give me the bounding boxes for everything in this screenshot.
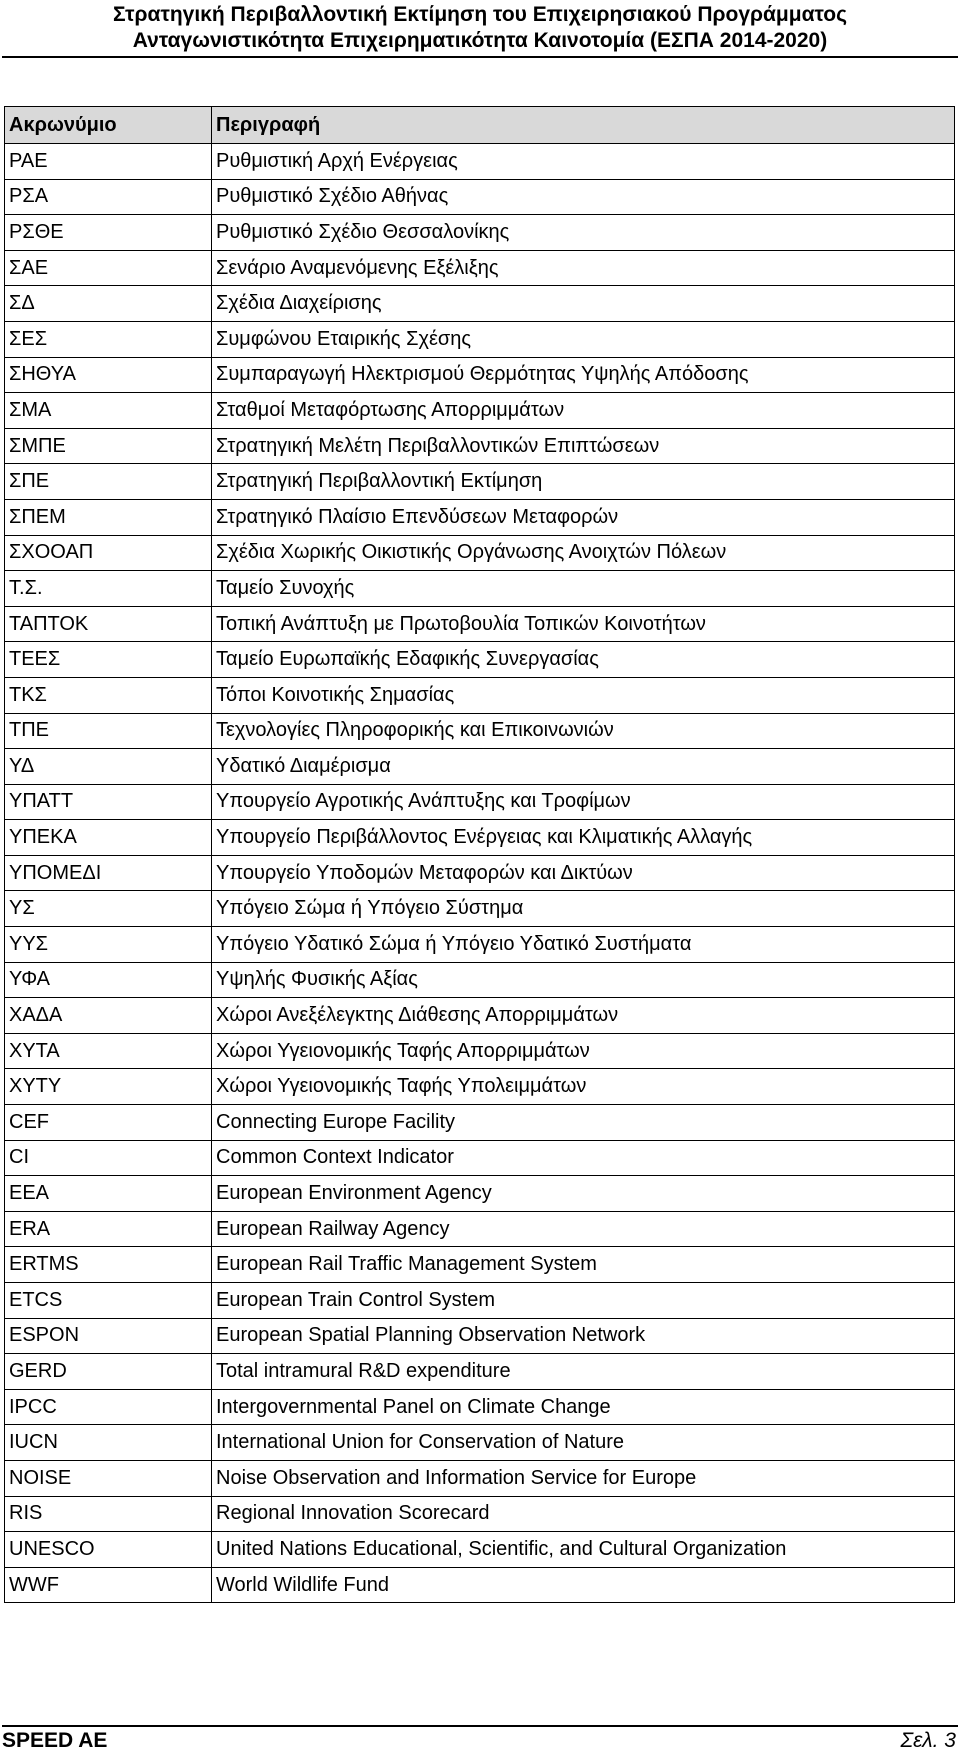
table-row [5, 1425, 955, 1461]
acronym-cell: ΡΣΘΕ [5, 215, 212, 251]
description-cell: Στρατηγική Περιβαλλοντική Εκτίμηση [212, 464, 955, 500]
table-row [5, 179, 955, 215]
description-cell: Υδατικό Διαμέρισμα [212, 749, 955, 785]
table-row [5, 749, 955, 785]
acronym-cell: ΤΕΕΣ [5, 642, 212, 678]
table-row [5, 820, 955, 856]
table-row [5, 1176, 955, 1212]
description-cell: European Environment Agency [212, 1176, 955, 1212]
table-header-row [5, 107, 955, 144]
description-cell: Connecting Europe Facility [212, 1105, 955, 1141]
table-row [5, 927, 955, 963]
company-name: SPEED AE [2, 1729, 108, 1752]
description-cell: Τόποι Κοινοτικής Σημασίας [212, 677, 955, 713]
acronym-cell: ΡΑΕ [5, 144, 212, 180]
table-row [5, 1247, 955, 1283]
description-cell: Τεχνολογίες Πληροφορικής και Επικοινωνιών [212, 713, 955, 749]
acronym-cell: ΣΧΟΟΑΠ [5, 535, 212, 571]
column-header-description: Περιγραφή [212, 107, 955, 144]
header-divider [2, 56, 958, 58]
table-row [5, 1567, 955, 1603]
table-row [5, 998, 955, 1034]
acronym-cell: ΣΠΕ [5, 464, 212, 500]
table-row [5, 855, 955, 891]
description-cell: Χώροι Ανεξέλεγκτης Διάθεσης Απορριμμάτων [212, 998, 955, 1034]
table-row [5, 464, 955, 500]
table-row [5, 1496, 955, 1532]
description-cell: Σενάριο Αναμενόμενης Εξέλιξης [212, 250, 955, 286]
description-cell: Υπουργείο Υποδομών Μεταφορών και Δικτύων [212, 855, 955, 891]
acronym-cell: GERD [5, 1354, 212, 1390]
description-cell: Υψηλής Φυσικής Αξίας [212, 962, 955, 998]
description-cell: Σχέδια Χωρικής Οικιστικής Οργάνωσης Ανοιχτών Πόλεων [212, 535, 955, 571]
description-cell: Noise Observation and Information Service for Europe [212, 1460, 955, 1496]
table-row [5, 1532, 955, 1568]
description-cell: Υπόγειο Σώμα ή Υπόγειο Σύστημα [212, 891, 955, 927]
table-row [5, 962, 955, 998]
description-cell: World Wildlife Fund [212, 1567, 955, 1603]
acronym-cell: ΥΔ [5, 749, 212, 785]
description-cell: Common Context Indicator [212, 1140, 955, 1176]
acronym-cell: ΣΕΣ [5, 321, 212, 357]
table-row [5, 1105, 955, 1141]
page-header [0, 0, 960, 58]
table-row [5, 1033, 955, 1069]
acronym-cell: ERTMS [5, 1247, 212, 1283]
acronym-cell: ETCS [5, 1283, 212, 1319]
description-cell: Ρυθμιστική Αρχή Ενέργειας [212, 144, 955, 180]
table-row [5, 1140, 955, 1176]
page-footer [2, 1729, 956, 1753]
description-cell: Συμπαραγωγή Ηλεκτρισμού Θερμότητας Υψηλής Απόδοσης [212, 357, 955, 393]
footer-divider [2, 1725, 958, 1727]
table-row [5, 428, 955, 464]
acronym-cell: ΣΜΑ [5, 393, 212, 429]
acronym-cell: UNESCO [5, 1532, 212, 1568]
acronym-cell: ΣΠΕΜ [5, 499, 212, 535]
description-cell: Υπουργείο Περιβάλλοντος Ενέργειας και Κλιματικής Αλλαγής [212, 820, 955, 856]
acronym-cell: ΣΑΕ [5, 250, 212, 286]
description-cell: Ρυθμιστικό Σχέδιο Αθήνας [212, 179, 955, 215]
description-cell: Ταμείο Συνοχής [212, 571, 955, 607]
table-row [5, 677, 955, 713]
acronym-cell: ΡΣΑ [5, 179, 212, 215]
table-row [5, 1354, 955, 1390]
description-cell: Στρατηγική Μελέτη Περιβαλλοντικών Επιπτώσεων [212, 428, 955, 464]
acronym-cell: ΥΠΕΚΑ [5, 820, 212, 856]
acronym-cell: IPCC [5, 1389, 212, 1425]
description-cell: Χώροι Υγειονομικής Ταφής Υπολειμμάτων [212, 1069, 955, 1105]
document-title-line-1: Στρατηγική Περιβαλλοντική Εκτίμηση του Επιχειρησιακού Προγράμματος [112, 3, 848, 26]
table-row [5, 713, 955, 749]
acronym-cell: ERA [5, 1211, 212, 1247]
acronym-cell: ΤΑΠΤΟΚ [5, 606, 212, 642]
table-row [5, 1283, 955, 1319]
table-row [5, 286, 955, 322]
table-row [5, 321, 955, 357]
acronym-cell: ΧΑΔΑ [5, 998, 212, 1034]
description-cell: Intergovernmental Panel on Climate Change [212, 1389, 955, 1425]
table-row [5, 571, 955, 607]
description-cell: Στρατηγικό Πλαίσιο Επενδύσεων Μεταφορών [212, 499, 955, 535]
table-row [5, 891, 955, 927]
acronym-cell: CI [5, 1140, 212, 1176]
acronym-cell: Τ.Σ. [5, 571, 212, 607]
description-cell: European Rail Traffic Management System [212, 1247, 955, 1283]
acronym-cell: RIS [5, 1496, 212, 1532]
acronym-cell: ΤΚΣ [5, 677, 212, 713]
acronym-cell: CEF [5, 1105, 212, 1141]
acronym-cell: ΥΣ [5, 891, 212, 927]
description-cell: Ταμείο Ευρωπαϊκής Εδαφικής Συνεργασίας [212, 642, 955, 678]
table-row [5, 357, 955, 393]
description-cell: Σχέδια Διαχείρισης [212, 286, 955, 322]
description-cell: Regional Innovation Scorecard [212, 1496, 955, 1532]
table-row [5, 606, 955, 642]
acronym-cell: ΧΥΤΑ [5, 1033, 212, 1069]
table-row [5, 535, 955, 571]
acronym-cell: ΥΠΟΜΕΔΙ [5, 855, 212, 891]
description-cell: Χώροι Υγειονομικής Ταφής Απορριμμάτων [212, 1033, 955, 1069]
acronym-cell: EEA [5, 1176, 212, 1212]
description-cell: Υπουργείο Αγροτικής Ανάπτυξης και Τροφίμων [212, 784, 955, 820]
description-cell: United Nations Educational, Scientific, and Cultural Organization [212, 1532, 955, 1568]
description-cell: European Spatial Planning Observation Network [212, 1318, 955, 1354]
table-row [5, 1389, 955, 1425]
acronym-cell: ΧΥΤΥ [5, 1069, 212, 1105]
acronym-cell: ΣΜΠΕ [5, 428, 212, 464]
table-row [5, 784, 955, 820]
table-row [5, 1460, 955, 1496]
acronym-cell: ΥΦΑ [5, 962, 212, 998]
description-cell: Τοπική Ανάπτυξη με Πρωτοβουλία Τοπικών Κοινοτήτων [212, 606, 955, 642]
table-row [5, 215, 955, 251]
acronym-cell: ΤΠΕ [5, 713, 212, 749]
table-row [5, 144, 955, 180]
table-row [5, 1211, 955, 1247]
description-cell: Υπόγειο Υδατικό Σώμα ή Υπόγειο Υδατικό Συστήματα [212, 927, 955, 963]
acronym-cell: IUCN [5, 1425, 212, 1461]
document-title-line-2: Ανταγωνιστικότητα Επιχειρηματικότητα Καινοτομία (ΕΣΠΑ 2014-2020) [132, 29, 828, 52]
table-row [5, 642, 955, 678]
acronym-cell: ΥΥΣ [5, 927, 212, 963]
description-cell: Ρυθμιστικό Σχέδιο Θεσσαλονίκης [212, 215, 955, 251]
description-cell: International Union for Conservation of Nature [212, 1425, 955, 1461]
acronym-cell: ΣΔ [5, 286, 212, 322]
description-cell: Σταθμοί Μεταφόρτωσης Απορριμμάτων [212, 393, 955, 429]
description-cell: Συμφώνου Εταιρικής Σχέσης [212, 321, 955, 357]
description-cell: Total intramural R&D expenditure [212, 1354, 955, 1390]
table-row [5, 250, 955, 286]
acronym-cell: ESPON [5, 1318, 212, 1354]
acronyms-table-body [5, 144, 955, 1603]
table-row [5, 1318, 955, 1354]
table-row [5, 393, 955, 429]
acronyms-table [4, 106, 955, 1603]
page-number: Σελ. 3 [900, 1729, 956, 1752]
table-row [5, 499, 955, 535]
acronym-cell: ΥΠΑΤΤ [5, 784, 212, 820]
column-header-acronym: Ακρωνύμιο [5, 107, 212, 144]
acronym-cell: WWF [5, 1567, 212, 1603]
table-row [5, 1069, 955, 1105]
description-cell: European Railway Agency [212, 1211, 955, 1247]
description-cell: European Train Control System [212, 1283, 955, 1319]
acronym-cell: NOISE [5, 1460, 212, 1496]
acronym-cell: ΣΗΘΥΑ [5, 357, 212, 393]
